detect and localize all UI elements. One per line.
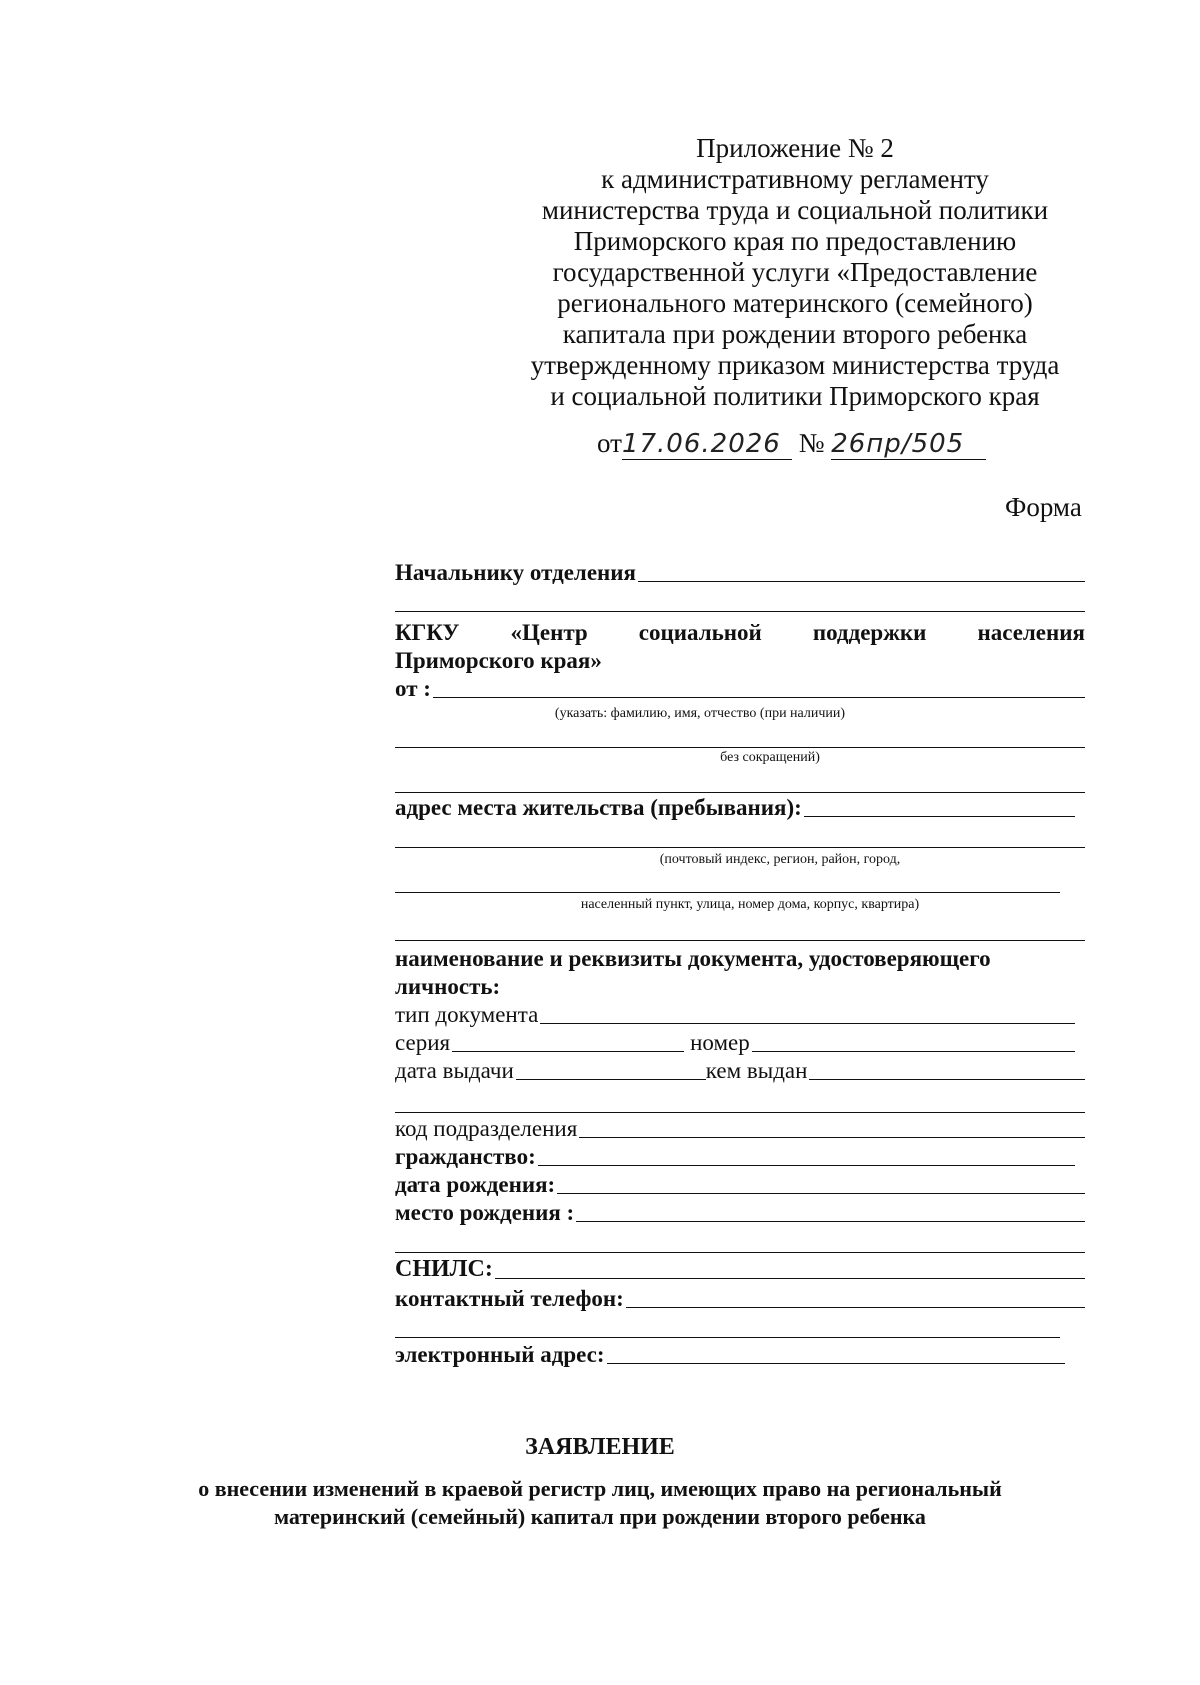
appendix-line: капитала при рождении второго ребенка xyxy=(562,319,1028,349)
address-label: адрес места жительства (пребывания): xyxy=(395,795,802,820)
org-word: поддержки xyxy=(812,620,927,645)
number-label: номер xyxy=(690,1030,750,1055)
appendix-line: Приморского края по предоставлению xyxy=(573,226,1017,256)
citizenship-row xyxy=(395,1144,1075,1170)
issued-by-input-line[interactable] xyxy=(809,1078,1085,1080)
snils-input-line[interactable] xyxy=(495,1277,1085,1279)
doc-title-2: личность: xyxy=(395,974,501,999)
order-number-handwritten: 26пр/505 xyxy=(831,429,965,459)
appendix-line: государственной услуги «Предоставление xyxy=(552,257,1038,287)
org-word: «Центр xyxy=(510,620,588,645)
hint-address-1: (почтовый индекс, регион, район, город, xyxy=(659,852,901,867)
series-input-line[interactable] xyxy=(452,1050,684,1052)
birth-place-input-line[interactable] xyxy=(576,1220,1085,1222)
from-row xyxy=(395,676,1085,702)
blank-line[interactable] xyxy=(395,1252,1085,1253)
hint-address-2: населенный пункт, улица, номер дома, корпус, квартира) xyxy=(580,897,920,912)
appendix-line: Приложение № 2 xyxy=(696,133,894,163)
division-code-input-line[interactable] xyxy=(579,1136,1085,1138)
appendix-line: министерства труда и социальной политики xyxy=(541,195,1049,225)
appendix-line: к административному регламенту xyxy=(601,164,989,194)
appendix-line: регионального материнского (семейного) xyxy=(557,288,1033,318)
doc-type-label: тип документа xyxy=(395,1002,539,1027)
issue-date-label: дата выдачи xyxy=(395,1058,514,1083)
address-input-line[interactable] xyxy=(804,815,1075,817)
statement-subtitle-2: материнский (семейный) капитал при рождении второго ребенка xyxy=(274,1504,926,1529)
birth-place-row xyxy=(395,1200,1085,1226)
email-label: электронный адрес: xyxy=(395,1342,605,1367)
blank-line[interactable] xyxy=(395,892,1060,893)
hint-name-2: без сокращений) xyxy=(720,750,820,765)
order-date-handwritten: 17.06.2026 xyxy=(621,429,781,459)
issue-date-input-line[interactable] xyxy=(516,1078,706,1080)
applicant-form xyxy=(395,0,1085,1685)
hint-name-1: (указать: фамилию, имя, отчество (при наличии) xyxy=(554,706,846,721)
from-input-line[interactable] xyxy=(433,696,1085,698)
birth-date-label: дата рождения: xyxy=(395,1172,556,1197)
blank-line[interactable] xyxy=(395,847,1085,848)
head-label: Начальнику отделения xyxy=(395,560,636,585)
number-label: № xyxy=(798,428,825,458)
statement-title: ЗАЯВЛЕНИЕ xyxy=(525,1434,675,1460)
blank-line[interactable] xyxy=(395,792,1085,793)
phone-label: контактный телефон: xyxy=(395,1286,624,1311)
org-word: социальной xyxy=(638,620,762,645)
citizenship-label: гражданство: xyxy=(395,1144,536,1169)
issued-by-label: кем выдан xyxy=(705,1058,808,1083)
doc-type-row xyxy=(395,1002,1075,1028)
division-code-label: код подразделения xyxy=(395,1116,578,1141)
blank-line[interactable] xyxy=(395,1112,1085,1113)
from-label: от : xyxy=(395,676,431,701)
phone-row xyxy=(395,1286,1085,1312)
phone-input-line[interactable] xyxy=(626,1306,1085,1308)
blank-line[interactable] xyxy=(395,940,1085,941)
birth-place-label: место рождения : xyxy=(395,1200,575,1225)
address-row xyxy=(395,795,1075,821)
org-line-2: Приморского края» xyxy=(395,648,602,673)
snils-row xyxy=(395,1256,1085,1283)
number-input-line[interactable] xyxy=(752,1050,1075,1052)
email-input-line[interactable] xyxy=(607,1362,1065,1364)
form-label: Форма xyxy=(1005,492,1082,522)
org-word: населения xyxy=(977,620,1085,645)
appendix-line: и социальной политики Приморского края xyxy=(550,381,1040,411)
blank-line[interactable] xyxy=(395,611,1085,612)
statement-subtitle-1: о внесении изменений в краевой регистр лиц, имеющих право на региональный xyxy=(198,1476,1002,1501)
series-number-row xyxy=(395,1030,1075,1056)
head-row xyxy=(395,560,1085,586)
issue-row xyxy=(395,1058,1085,1084)
doc-type-input-line[interactable] xyxy=(540,1022,1075,1024)
org-word: КГКУ xyxy=(395,620,460,645)
head-input-line[interactable] xyxy=(638,580,1085,582)
snils-label: СНИЛС: xyxy=(395,1256,493,1282)
email-row xyxy=(395,1342,1065,1368)
birth-date-row xyxy=(395,1172,1085,1198)
division-code-row xyxy=(395,1116,1085,1142)
birth-date-input-line[interactable] xyxy=(557,1192,1085,1194)
org-line-1 xyxy=(395,620,1085,646)
from-label: от xyxy=(597,428,622,458)
series-label: серия xyxy=(395,1030,451,1055)
blank-line[interactable] xyxy=(395,1337,1060,1338)
blank-line[interactable] xyxy=(395,747,1085,748)
doc-title-1: наименование и реквизиты документа, удостоверяющего xyxy=(395,946,991,971)
citizenship-input-line[interactable] xyxy=(538,1164,1075,1166)
appendix-line: утвержденному приказом министерства труда xyxy=(530,350,1060,380)
